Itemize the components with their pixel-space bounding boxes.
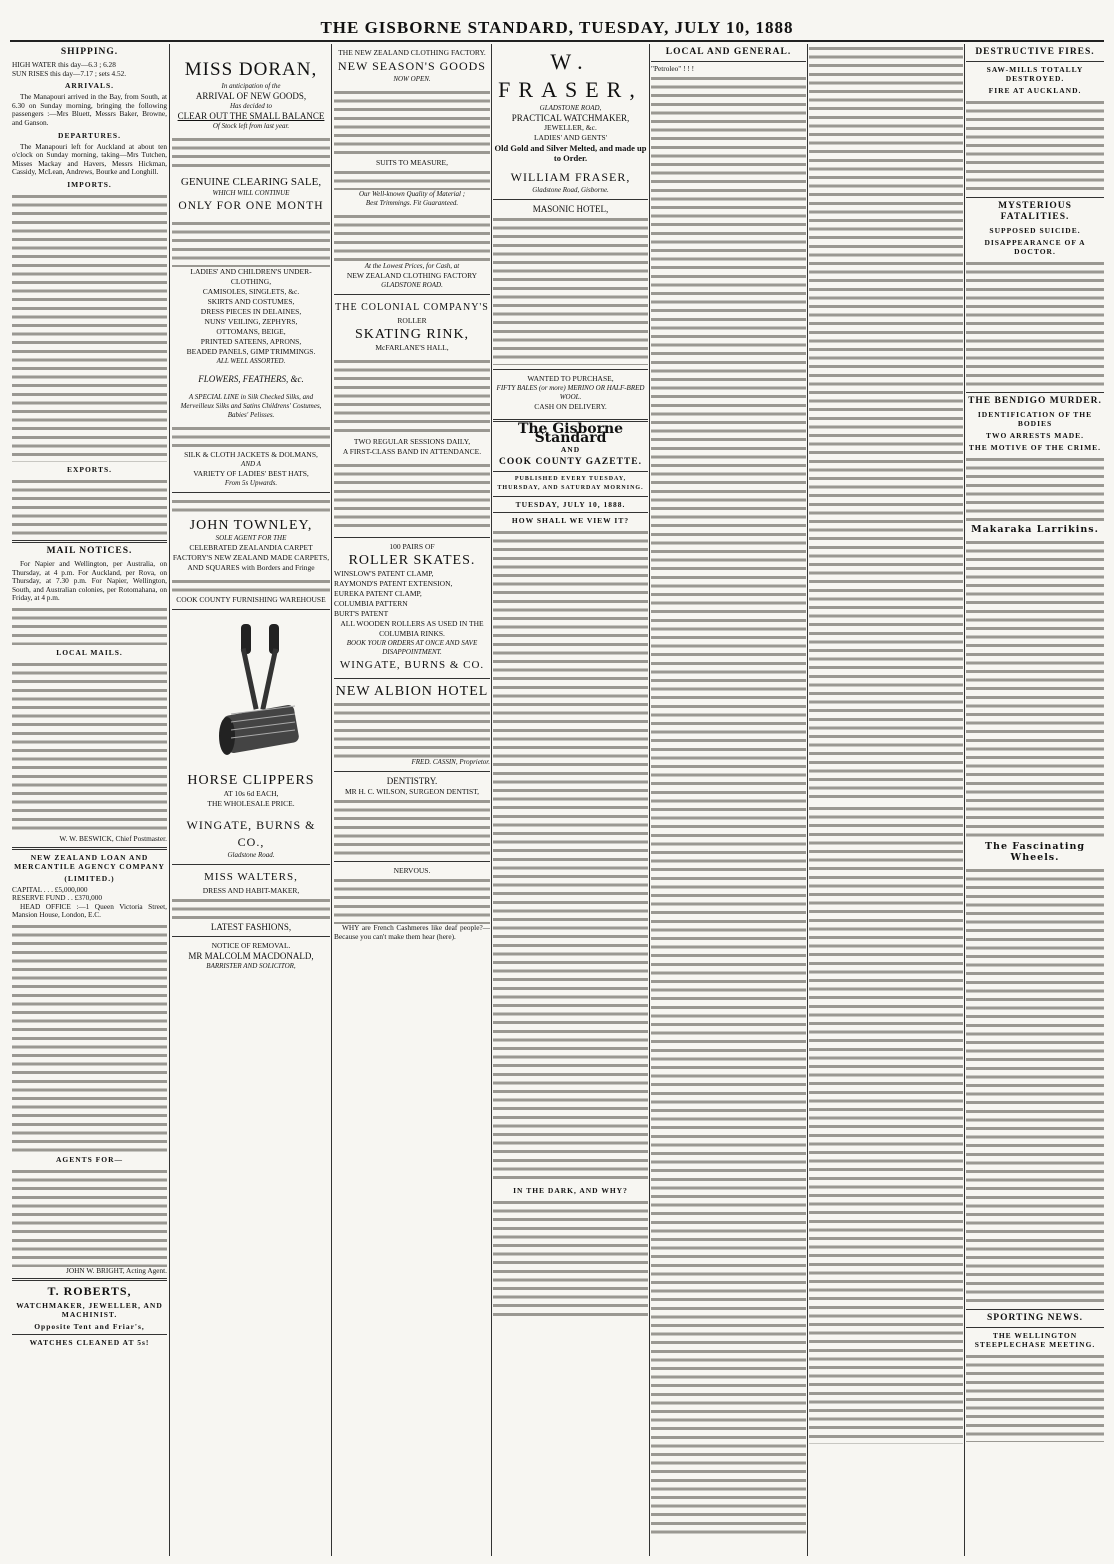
postmaster-signature: W. W. BESWICK, Chief Postmaster. (59, 833, 167, 843)
clippers-heading: HORSE CLIPPERS (187, 773, 315, 788)
masonic-heading: MASONIC HOTEL, (532, 204, 609, 214)
townley-heading: JOHN TOWNLEY, (189, 518, 313, 533)
carpet-line: CELEBRATED ZEALANDIA CARPET FACTORY'S NEW ZEALAND MADE CARPETS, AND SQUARES with Borders and Fringe (172, 543, 330, 572)
first-class-line: A FIRST-CLASS BAND IN ATTENDANCE. (342, 447, 482, 456)
continue-line: WHICH WILL CONTINUE (212, 189, 290, 197)
nzcf-line: NEW ZEALAND CLOTHING FACTORY (346, 271, 478, 280)
raymond-line: RAYMOND'S PATENT EXTENSION, (334, 579, 453, 588)
mysterious-heading: MYSTERIOUS FATALITIES. (998, 201, 1072, 222)
townley-intro-text (172, 497, 330, 517)
arrival-line: ARRIVAL OF NEW GOODS, (195, 91, 307, 101)
walters-text-block (172, 896, 330, 922)
arrivals-text: The Manapouri arrived in the Bay, from South, at 6.30 on Sunday morning, bringing the following passengers :—Mrs Bluett, Messrs Baker, Browne, and Ganson. (12, 92, 167, 127)
divider (966, 392, 1104, 393)
mail-notices-heading: MAIL NOTICES. (46, 545, 133, 556)
dentistry-text-block (334, 797, 490, 857)
decided-line: Has decided to (230, 102, 272, 110)
news-text-block (809, 44, 963, 804)
anticipation-line: In anticipation of the (221, 82, 281, 90)
mail-notices-text: For Napier and Wellington, per Australia, on Thursday, at 4 p.m. For Auckland, per Rova, on Thursday, at 7.30 p.m. For Napier, Wellington, South, and Australian colonies, per Rotomahana, on Friday, at 4 p.m. (12, 558, 167, 603)
wheels-text-block (966, 866, 1104, 1306)
divider (12, 540, 167, 543)
skating-text-block (334, 357, 490, 437)
divider (493, 496, 648, 497)
wheels-heading: The Fascinating Wheels. (984, 841, 1086, 863)
silk-line: SILK & CLOTH JACKETS & DOLMANS, (184, 450, 318, 459)
suicide-heading: SUPPOSED SUICIDE. (989, 226, 1081, 235)
practical-line: PRACTICAL WATCHMAKER, (511, 113, 630, 123)
cassin-line: FRED. CASSIN, Proprietor. (411, 758, 490, 766)
skirts-line: SKIRTS AND COSTUMES, (207, 297, 295, 306)
masonic-text-block (493, 215, 648, 365)
best-trim-line: Best Trimmings. Fit Guaranteed. (365, 199, 459, 207)
arrests-heading: TWO ARRESTS MADE. (985, 431, 1085, 440)
dress-line: DRESS PIECES IN DELAINES, (200, 307, 302, 316)
new-season-heading: NEW SEASON'S GOODS (338, 59, 486, 73)
sateens-line: PRINTED SATEENS, APRONS, (200, 337, 302, 346)
wholesale-line: THE WHOLESALE PRICE. (207, 799, 295, 808)
gents-line: LADIES' AND GENTS' (533, 133, 608, 142)
well-known-line: Our Well-known Quality of Material ; (358, 190, 466, 198)
wingate-heading: WINGATE, BURNS & CO., (186, 818, 316, 849)
wooden-line: ALL WOODEN ROLLERS AS USED IN THE COLUMBIA RINKS. (340, 619, 484, 638)
winslow-line: WINSLOW'S PATENT CLAMP, (334, 569, 434, 578)
published-line: PUBLISHED EVERY TUESDAY, THURSDAY, AND SATURDAY MORNING. (497, 476, 644, 492)
old-gold-line: Old Gold and Silver Melted, and made up to Order. (494, 143, 647, 163)
goods-text-block (172, 219, 330, 267)
fatalities-text-block (966, 259, 1104, 389)
tide-line: HIGH WATER this day—6.3 ; 6.28 (12, 60, 116, 69)
roller-skates-heading: ROLLER SKATES. (348, 553, 476, 568)
reserve-line: RESERVE FUND . . £370,000 (12, 893, 103, 903)
divider (966, 1327, 1104, 1328)
roberts-heading: T. ROBERTS, (47, 1284, 132, 1299)
sun-line: SUN RISES this day—7.17 ; sets 4.52. (12, 68, 127, 78)
imports-text-block (12, 192, 167, 462)
watches-line: WATCHES CLEANED AT 5s! (29, 1338, 150, 1348)
dress-habit-line: DRESS AND HABIT-MAKER, (202, 886, 300, 895)
fraser-road-line: Gladstone Road, Gisborne. (532, 186, 609, 194)
walters-heading: MISS WALTERS, (204, 871, 298, 883)
local-mails-text-block (12, 660, 167, 835)
special-text-block (172, 424, 330, 450)
column-local-general (651, 44, 806, 1556)
suits-measure-line: SUITS TO MEASURE, (375, 158, 449, 167)
one-month-line: ONLY FOR ONE MONTH (178, 200, 324, 212)
column-rule (331, 44, 332, 1556)
column-news-middle (809, 44, 963, 1556)
loan-company-text-block (12, 922, 167, 1152)
departures-heading: DEPARTURES. (58, 130, 121, 140)
two-regular-line: TWO REGULAR SESSIONS DAILY, (353, 437, 471, 446)
variety-line: VARIETY OF LADIES' BEST HATS, (193, 469, 309, 478)
cashmeres-text: WHY are French Cashmeres like deaf people?—Because you can't make them hear (here). (334, 923, 490, 941)
doran-heading: MISS DORAN, (184, 59, 318, 80)
clippers-price: AT 10s 6d EACH, (223, 789, 279, 798)
agents-text-block (12, 1167, 167, 1267)
fifty-line: FIFTY BALES (or more) MERINO OR HALF-BRED WOOL. (496, 384, 645, 401)
issue-date: TUESDAY, JULY 10, 1888. (515, 500, 626, 510)
clear-out-line: CLEAR OUT THE SMALL BALANCE (177, 111, 325, 121)
divider (966, 1309, 1104, 1310)
dentistry-heading: DENTISTRY. (386, 776, 438, 786)
limited-label: (LIMITED.) (64, 873, 115, 883)
fraser-address: GLADSTONE ROAD, (539, 104, 602, 112)
identification-heading: IDENTIFICATION OF THE BODIES (977, 410, 1093, 428)
arrivals-heading: ARRIVALS. (64, 81, 115, 91)
columbia-line: COLUMBIA PATTERN (334, 599, 408, 608)
bright-signature: JOHN W. BRIGHT, Acting Agent. (65, 1265, 167, 1275)
divider (12, 847, 167, 850)
scarves-text-block (334, 212, 490, 262)
divider (12, 1334, 167, 1335)
column-telegrams (966, 44, 1104, 1556)
eureka-line: EUREKA PATENT CLAMP, (334, 589, 422, 598)
mcfarlane-line: McFARLANE'S HALL, (375, 343, 449, 352)
sporting-heading: SPORTING NEWS. (986, 1313, 1084, 1323)
doran-text-block (172, 135, 330, 169)
exports-heading: EXPORTS. (66, 464, 113, 474)
column-rule (807, 44, 808, 1556)
column-rule (169, 44, 170, 1556)
dark-heading: IN THE DARK, AND WHY? (513, 1186, 628, 1196)
divider (493, 471, 648, 472)
and-line: AND A (241, 460, 261, 468)
larrikins-heading: Makaraka Larrikins. (971, 524, 1099, 535)
colonial-heading: THE COLONIAL COMPANY'S (335, 302, 489, 313)
bendigo-heading: THE BENDIGO MURDER. (968, 396, 1102, 406)
gladstone-road-line: GLADSTONE ROAD. (381, 281, 443, 289)
column-advertisements-left (172, 44, 330, 1556)
divider (966, 197, 1104, 198)
column-advertisements-middle (334, 44, 490, 1556)
how-shall-heading: HOW SHALL WE VIEW IT? (511, 516, 630, 526)
sporting-text-block (966, 1352, 1104, 1442)
column-rule (964, 44, 965, 1556)
trousers-text-block (334, 168, 490, 190)
now-open-line: NOW OPEN. (393, 75, 431, 83)
column-rule (649, 44, 650, 1556)
cash-line: CASH ON DELIVERY. (534, 402, 607, 411)
departures-text: The Manapouri left for Auckland at about ten o'clock on Sunday morning, taking—Mrs Tutchen, Misses Mackay and Havers, Messrs Hickman, Cassidy, McLean, Andrews, Bourke and Longhill. (12, 141, 167, 177)
nervous-text-block (334, 876, 490, 924)
roberts-line: WATCHMAKER, JEWELLER, AND MACHINIST. (16, 1301, 163, 1320)
shipping-heading: SHIPPING. (60, 47, 119, 57)
jeweller-line: JEWELLER, &c. (544, 123, 597, 132)
imports-heading: IMPORTS. (67, 179, 112, 189)
divider (493, 512, 648, 513)
news-text-block (809, 804, 963, 1444)
stock-line: Of Stock left from last year. (212, 122, 290, 130)
standard-nameplate: The Gisborne Standard (517, 421, 624, 446)
lawn-roller-illustration (191, 618, 311, 768)
local-mails-heading: LOCAL MAILS. (56, 647, 123, 657)
divider (651, 61, 806, 62)
column-shipping (12, 44, 167, 1556)
nervous-heading: NERVOUS. (393, 866, 431, 875)
nuns-line: NUNS' VEILING, ZEPHYRS, (204, 317, 298, 326)
genuine-sale-line: GENUINE CLEARING SALE, (180, 176, 322, 188)
gladstone-line: Gladstone Road. (227, 851, 275, 859)
dark-text-block (493, 1198, 648, 1318)
divider (966, 61, 1104, 62)
removal-line: NOTICE OF REMOVAL. (211, 941, 291, 950)
pairs-line: 100 PAIRS OF (389, 542, 435, 551)
capital-line: CAPITAL . . . £5,000,000 (12, 884, 88, 894)
nz-factory-line: THE NEW ZEALAND CLOTHING FACTORY. (338, 48, 486, 57)
ottomans-line: OTTOMANS, BEIGE, (216, 327, 286, 336)
william-fraser-heading: WILLIAM FRASER, (510, 170, 631, 184)
cook-county-line: COOK COUNTY FURNISHING WAREHOUSE (176, 595, 326, 604)
gazette-line: COOK COUNTY GAZETTE. (499, 457, 642, 468)
macdonald-heading: MR MALCOLM MACDONALD, (188, 951, 314, 961)
masthead-rule (10, 40, 1104, 42)
beaded-line: BEADED PANELS, GIMP TRIMMINGS. (186, 347, 316, 356)
wilson-line: MR H. C. WILSON, SURGEON DENTIST, (344, 787, 480, 796)
local-general-text-block (651, 74, 806, 1534)
bendigo-text-block (966, 455, 1104, 521)
roberts-address: Opposite Tent and Friar's, (34, 1322, 145, 1332)
albion-text-block (334, 700, 490, 758)
doctor-heading: DISAPPEARANCE OF A DOCTOR. (984, 238, 1086, 256)
assorted-line: ALL WELL ASSORTED. (216, 357, 286, 365)
local-general-heading: LOCAL AND GENERAL. (665, 47, 792, 57)
fire-text-block (966, 98, 1104, 194)
lowest-line: At the Lowest Prices, for Cash, at (364, 262, 460, 270)
fraser-heading: W. FRASER, (498, 49, 643, 102)
mail-text-block (12, 605, 167, 645)
larrikins-text-block (966, 538, 1104, 838)
from-line: From 5s Upwards. (224, 479, 278, 487)
column-rule (491, 44, 492, 1556)
head-office-line: HEAD OFFICE :—1 Queen Victoria Street, Mansion House, London, E.C. (12, 901, 167, 920)
ladies-line: LADIES' AND CHILDREN'S UNDER-CLOTHING, (190, 267, 312, 286)
camisoles-line: CAMISOLES, SINGLETS, &c. (202, 287, 300, 296)
latest-line: LATEST FASHIONS, (210, 922, 292, 932)
flowers-line: FLOWERS, FEATHERS, &c. (198, 374, 304, 384)
albion-heading: NEW ALBION HOTEL (335, 684, 489, 699)
burts-line: BURT'S PATENT (334, 609, 389, 618)
fire-auckland-heading: FIRE AT AUCKLAND. (988, 86, 1082, 95)
wingate-burns-heading: WINGATE, BURNS & CO. (339, 659, 485, 671)
admission-text-block (334, 461, 490, 533)
barrister-line: BARRISTER AND SOLICITOR, (206, 962, 296, 970)
skating-heading: SKATING RINK, (354, 327, 470, 342)
and-line: AND (560, 445, 581, 455)
motive-heading: THE MOTIVE OF THE CRIME. (968, 443, 1102, 452)
destructive-fires-heading: DESTRUCTIVE FIRES. (975, 47, 1095, 57)
wanted-line: WANTED TO PURCHASE, (527, 374, 614, 383)
townley-text-block (172, 577, 330, 595)
masthead: THE GISBORNE STANDARD, TUESDAY, JULY 10, 1888 (320, 18, 794, 37)
steeplechase-heading: THE WELLINGTON STEEPLECHASE MEETING. (974, 1331, 1096, 1349)
special-line: A SPECIAL LINE in Silk Checked Silks, and Merveilleux Silks and Satins Childrens' Costumes, Babies' Pelisses. (180, 393, 322, 419)
column-editorial (493, 44, 648, 1556)
suits-text-block (334, 88, 490, 158)
agents-heading: AGENTS FOR— (55, 1154, 124, 1164)
petroleo-line: "Petroleo" ! ! ! (651, 64, 695, 73)
editorial-text-block (493, 528, 648, 1183)
book-line: BOOK YOUR ORDERS AT ONCE AND SAVE DISAPPOINTMENT. (346, 639, 478, 656)
sawmills-heading: SAW-MILLS TOTALLY DESTROYED. (986, 65, 1084, 83)
divider (12, 1278, 167, 1281)
roller-line: ROLLER (397, 316, 427, 325)
sole-agent-line: SOLE AGENT FOR THE (215, 534, 287, 542)
nz-loan-heading: NEW ZEALAND LOAN AND MERCANTILE AGENCY COMPANY (14, 852, 165, 871)
exports-text-block (12, 477, 167, 537)
